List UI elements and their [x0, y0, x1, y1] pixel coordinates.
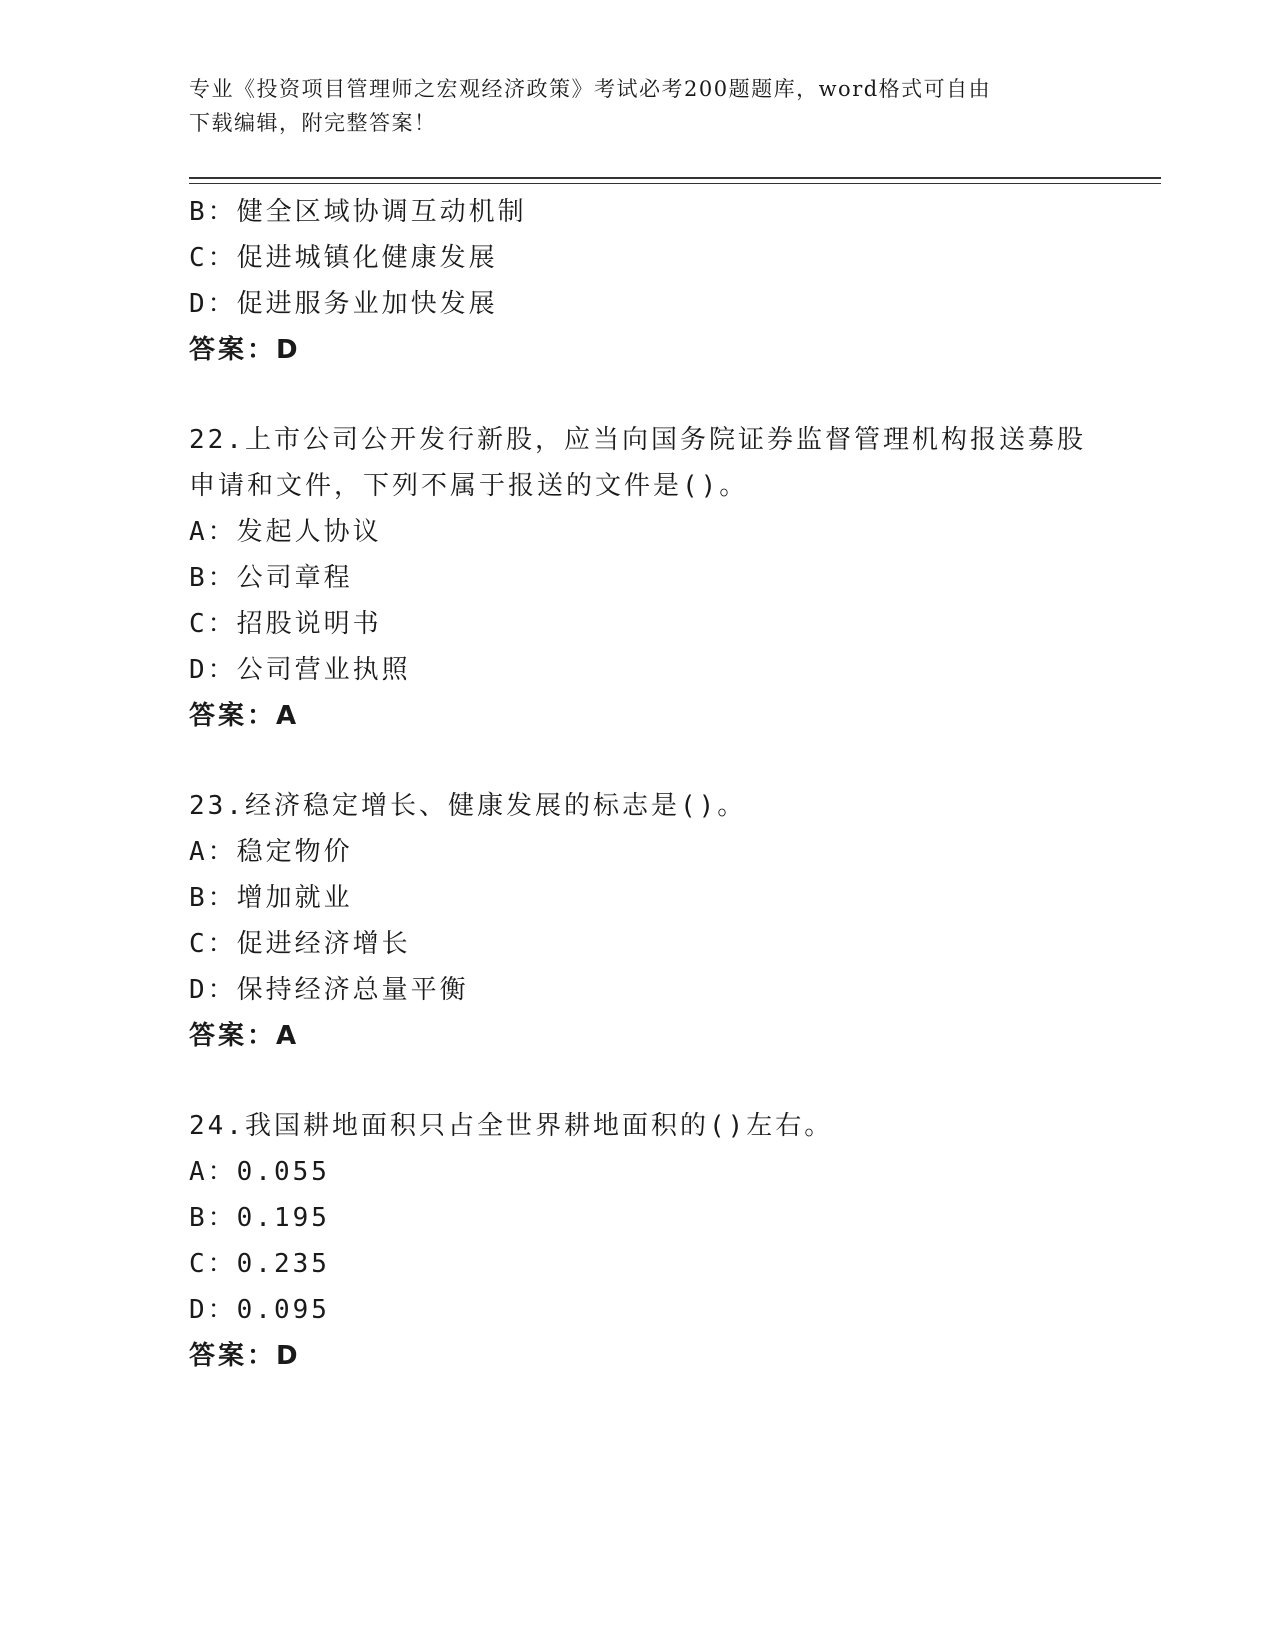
option-b: B：健全区域协调互动机制	[189, 197, 527, 227]
option-d: D：保持经济总量平衡	[189, 975, 469, 1005]
question-title-line-2: 申请和文件，下列不属于报送的文件是()。	[189, 471, 749, 501]
option-c: C：促进经济增长	[189, 929, 411, 959]
header-divider-thick	[189, 177, 1161, 179]
spacer	[189, 739, 1089, 783]
answer: 答案：D	[189, 1341, 301, 1371]
option-b: B：0.195	[189, 1203, 330, 1233]
spacer	[189, 373, 1089, 417]
option-d: D：公司营业执照	[189, 655, 411, 685]
option-d: D：0.095	[189, 1295, 330, 1325]
answer: 答案：D	[189, 335, 301, 365]
header-line-2: 下载编辑，附完整答案！	[189, 111, 437, 135]
option-a: A：稳定物价	[189, 837, 353, 867]
option-b: B：公司章程	[189, 563, 353, 593]
answer: 答案：A	[189, 1021, 300, 1051]
document-header	[189, 72, 1089, 140]
option-d: D：促进服务业加快发展	[189, 289, 498, 319]
option-a: A：发起人协议	[189, 517, 382, 547]
option-c: C：0.235	[189, 1249, 330, 1279]
spacer	[189, 1059, 1089, 1103]
option-b: B：增加就业	[189, 883, 353, 913]
question-list	[189, 189, 1089, 1379]
question-title-line-1: 24.我国耕地面积只占全世界耕地面积的()左右。	[189, 1111, 834, 1141]
header-divider-thin	[189, 183, 1161, 184]
option-a: A：0.055	[189, 1157, 330, 1187]
question-23	[189, 783, 1089, 1059]
question-title-line-1: 22.上市公司公开发行新股，应当向国务院证券监督管理机构报送募股	[189, 425, 1086, 455]
answer: 答案：A	[189, 701, 300, 731]
question-title-line-1: 23.经济稳定增长、健康发展的标志是()。	[189, 791, 747, 821]
option-c: C：促进城镇化健康发展	[189, 243, 498, 273]
option-c: C：招股说明书	[189, 609, 382, 639]
question-21-continued	[189, 189, 1089, 373]
question-24	[189, 1103, 1089, 1379]
header-line-1: 专业《投资项目管理师之宏观经济政策》考试必考200题题库，word格式可自由	[189, 77, 992, 101]
question-22	[189, 417, 1089, 739]
